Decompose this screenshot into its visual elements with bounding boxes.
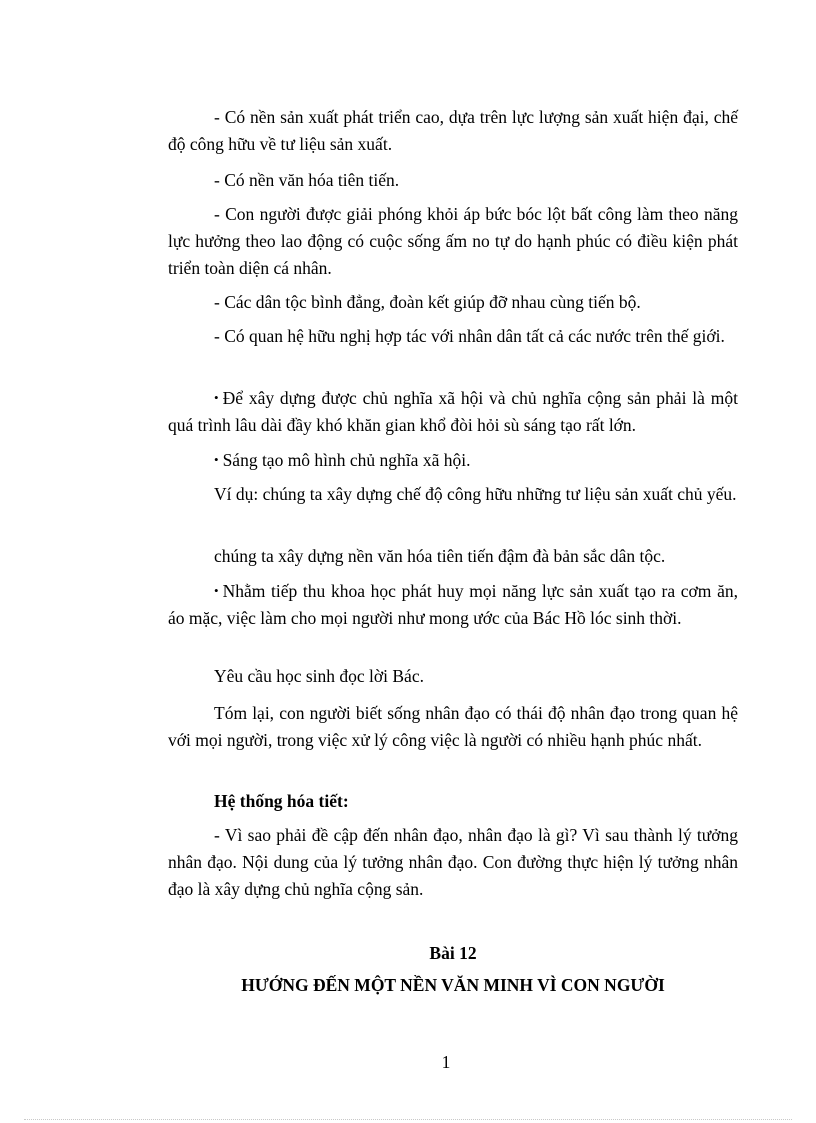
page-number: 1 [441, 1052, 451, 1072]
paragraph-text: - Vì sao phải đề cập đến nhân đạo, nhân đạo là gì? Vì sau thành lý tưởng nhân đạo. Nội dung của lý tưởng nhân đạo. Con đường thực hiện lý tưởng nhân đạo là xây dựng chủ nghĩa cộng sản. [168, 825, 738, 899]
paragraph-text: Tóm lại, con người biết sống nhân đạo có thái độ nhân đạo trong quan hệ với mọi người, trong việc xử lý công việc là người có nhiều hạnh phúc nhất. [168, 703, 738, 750]
paragraph [168, 543, 738, 570]
paragraph-text: - Có quan hệ hữu nghị hợp tác với nhân dân tất cả các nước trên thế giới. [214, 326, 725, 346]
paragraph [168, 104, 738, 158]
paragraph [168, 289, 738, 316]
paragraph-text: - Các dân tộc bình đẳng, đoàn kết giúp đỡ nhau cùng tiến bộ. [214, 292, 641, 312]
page-separator [24, 1119, 792, 1120]
bullet-icon: • [214, 452, 219, 467]
heading-text: Hệ thống hóa tiết: [214, 791, 349, 811]
paragraph-text: Sáng tạo mô hình chủ nghĩa xã hội. [222, 450, 471, 470]
paragraph-text: - Có nền văn hóa tiên tiến. [214, 170, 400, 190]
bullet-paragraph [168, 446, 738, 474]
paragraph-text: Yêu cầu học sinh đọc lời Bác. [214, 666, 424, 686]
paragraph-text: Để xây dựng được chủ nghĩa xã hội và chủ nghĩa cộng sản phải là một quá trình lâu dài đầy khó khăn gian khổ đòi hỏi sù sáng tạo rất lớn. [168, 388, 738, 435]
paragraph-text: - Có nền sản xuất phát triển cao, dựa trên lực lượng sản xuất hiện đại, chế độ công hữu về tư liệu sản xuất. [168, 107, 738, 154]
paragraph-text: Nhằm tiếp thu khoa học phát huy mọi năng lực sản xuất tạo ra cơm ăn, áo mặc, việc làm cho mọi người như mong ước của Bác Hồ lóc sinh thời. [168, 581, 738, 628]
lesson-title: HƯỚNG ĐẾN MỘT NỀN VĂN MINH VÌ CON NGƯỜI [241, 975, 665, 995]
bullet-icon: • [214, 390, 219, 405]
paragraph [168, 167, 738, 194]
paragraph [168, 323, 738, 350]
bullet-icon: • [214, 583, 219, 598]
bullet-paragraph [168, 577, 738, 632]
paragraph [168, 201, 738, 282]
lesson-number: Bài 12 [429, 943, 477, 963]
paragraph [168, 700, 738, 754]
paragraph-text: Ví dụ: chúng ta xây dựng chế độ công hữu những tư liệu sản xuất chủ yếu. [214, 484, 737, 504]
bullet-paragraph [168, 384, 738, 439]
paragraph-text: chúng ta xây dựng nền văn hóa tiên tiến đậm đà bản sắc dân tộc. [214, 546, 666, 566]
paragraph [168, 822, 738, 903]
paragraph [168, 481, 738, 508]
section-heading [168, 788, 738, 815]
paragraph-text: - Con người được giải phóng khỏi áp bức bóc lột bất công làm theo năng lực hưởng theo lao động có cuộc sống ấm no tự do hạnh phúc có điều kiện phát triển toàn diện cá nhân. [168, 204, 738, 278]
paragraph [168, 663, 738, 690]
